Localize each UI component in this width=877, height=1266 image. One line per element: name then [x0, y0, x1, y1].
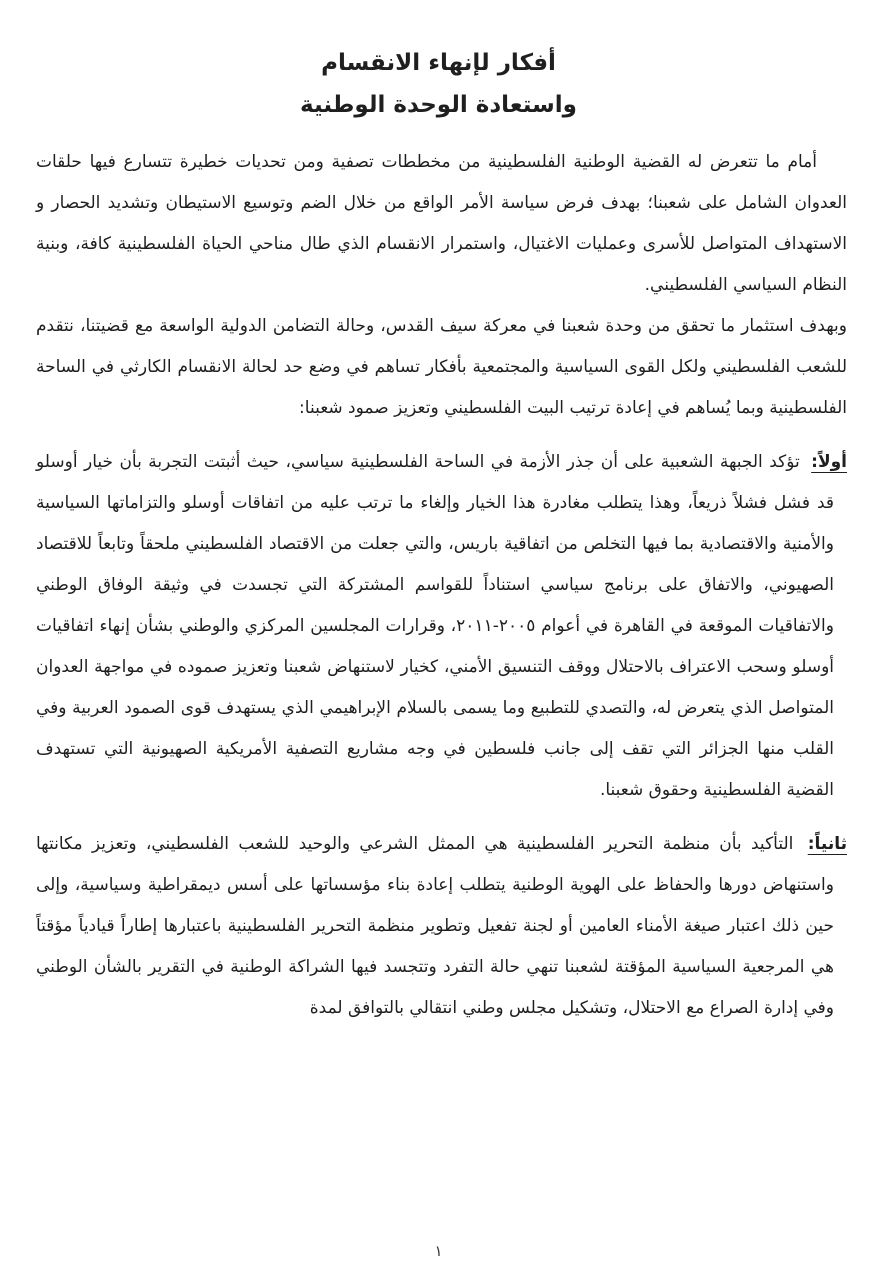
section-first-text: تؤكد الجبهة الشعبية على أن جذر الأزمة في الساحة الفلسطينية سياسي، حيث أثبتت التجربة بأن خيار أوسلو قد فشل فشلاً ذريعاً، وهذا يتطلب مغادرة هذا الخيار وإلغاء ما ترتب عليه من اتفاقات أوسلو والتزاماتها السياسية والأمنية والاقتصادية بما فيها التخلص من اتفاقية باريس، والتي جعلت من الاقتصاد الفلسطيني ملحقاً وتابعاً للاقتصاد الصهيوني، والاتفاق على برنامج سياسي استناداً للقواسم المشتركة التي تجسدت في وثيقة الوفاق الوطني والاتفاقيات الموقعة في القاهرة في أعوام ٢٠٠٥-٢٠١١، وقرارات المجلسين المركزي والوطني بشأن إنهاء اتفاقيات أوسلو وسحب الاعتراف بالاحتلال ووقف التنسيق الأمني، كخيار لاستنهاض شعبنا وتعزيز صموده في مواجهة العدوان المتواصل الذي يتعرض له، والتصدي للتطبيع وما يسمى بالسلام الإبراهيمي الذي يستهدف قوى الصمود العربية وفي القلب منها الجزائر التي تقف إلى جانب فلسطين في وجه مشاريع التصفية الأمريكية الصهيونية التي تستهدف القضية الفلسطينية وحقوق شعبنا. — [36, 452, 834, 800]
document-title — [0, 0, 877, 126]
page-footer — [0, 1241, 877, 1260]
title-line-2: واستعادة الوحدة الوطنية — [300, 92, 577, 118]
title-line-1: أفكار لإنهاء الانقسام — [321, 50, 556, 76]
intro-paragraph-2: وبهدف استثمار ما تحقق من وحدة شعبنا في معركة سيف القدس، وحالة التضامن الدولية الواسعة مع قضيتنا، نتقدم للشعب الفلسطيني ولكل القوى السياسية والمجتمعية بأفكار تساهم في وضع حد لحالة الانقسام الكارثي في الساحة الفلسطينية وبما يُساهم في إعادة ترتيب البيت الفلسطيني وتعزيز صمود شعبنا: — [36, 316, 847, 418]
section-first — [36, 442, 847, 811]
intro-paragraph-1: أمام ما تتعرض له القضية الوطنية الفلسطينية من مخططات تصفية ومن تحديات خطيرة تتسارع فيها حلقات العدوان الشامل على شعبنا؛ بهدف فرض سياسة الأمر الواقع من خلال الضم وتوسيع الاستيطان وتشديد الحصار و الاستهداف المتواصل للأسرى وعمليات الاغتيال، واستمرار الانقسام الذي طال مناحي الحياة الفلسطينية كافة، وبنية النظام السياسي الفلسطيني. — [36, 152, 847, 295]
section-first-label: أولاً: — [811, 452, 848, 472]
document-body — [36, 142, 847, 1029]
section-second — [36, 824, 847, 1029]
section-second-text: التأكيد بأن منظمة التحرير الفلسطينية هي الممثل الشرعي والوحيد للشعب الفلسطيني، وتعزيز مكانتها واستنهاض دورها والحفاظ على الهوية الوطنية يتطلب إعادة بناء مؤسساتها على أسس ديمقراطية وسياسية، وإلى حين ذلك اعتبار صيغة الأمناء العامين أو لجنة تفعيل وتطوير منظمة التحرير الفلسطينية باعتبارها إطاراً قيادياً مؤقتاً هي المرجعية السياسية المؤقتة لشعبنا تنهي حالة التفرد وتتجسد فيها الشراكة الوطنية في التقرير بالشأن الوطني وفي إدارة الصراع مع الاحتلال، وتشكيل مجلس وطني انتقالي بالتوافق لمدة — [36, 834, 834, 1018]
page-number: ١ — [434, 1242, 443, 1260]
section-second-label: ثانياً: — [807, 834, 847, 854]
